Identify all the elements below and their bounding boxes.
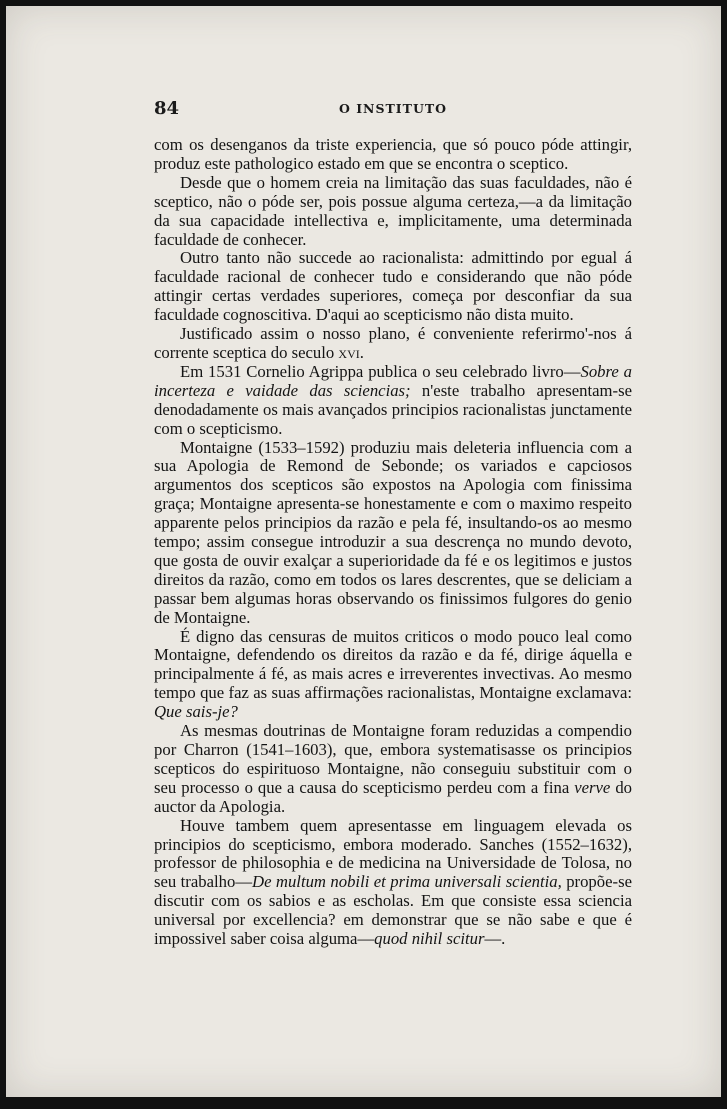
paragraph: [154, 439, 632, 628]
italic-text: verve: [574, 777, 611, 797]
italic-text: Sobre a incerteza e vaidade das sciencias;: [154, 361, 632, 400]
paragraph: [154, 722, 632, 817]
page-header: [154, 98, 632, 120]
text-run: com os desenganos da triste experiencia, que só pouco póde attingir, produz este pathologico estado em que se encontra o sceptico.: [154, 135, 632, 173]
running-title: O INSTITUTO: [338, 101, 448, 116]
text-run: .: [359, 342, 364, 362]
text-run: Justificado assim o nosso plano, é conveniente referirmo'-nos á corrente sceptica do seculo: [154, 324, 632, 362]
text-run: propõe-se discutir com os sabios e as escholas. Em que consiste essa sciencia universal por excellencia? em demonstrar que se não sabe e que é impossivel saber coisa alguma—: [154, 872, 632, 949]
page-number: 84: [154, 98, 180, 119]
text-run: —.: [484, 929, 506, 949]
book-page: [6, 6, 721, 1097]
text-run: É digno das censuras de muitos criticos o modo pouco leal como Montaigne, defendendo os direitos da razão e da fé, dirige áquella e principalmente á fé, as mais acres e irreverentes invectivas. Ao mesmo tempo que faz as suas affirmações racionalistas, Montaigne exclamava:: [154, 626, 632, 703]
paragraph: [154, 363, 632, 439]
smallcaps-text: xvi: [338, 342, 360, 362]
paragraph: [154, 249, 632, 325]
text-run: do auctor da Apologia.: [154, 777, 633, 816]
paragraph: [154, 136, 632, 174]
text-run: Em 1531 Cornelio Agrippa publica o seu celebrado livro—: [180, 361, 581, 381]
paragraph: [154, 325, 632, 363]
text-run: As mesmas doutrinas de Montaigne foram reduzidas a compendio por Charron (1541–1603), que, embora systematisasse os principios scepticos do espirituoso Montaigne, não conseguiu substituir com o seu processo o que a causa do scepticismo perdeu com a fina: [154, 721, 632, 797]
text-run: Outro tanto não succede ao racionalista: admittindo por egual á faculdade racional de conhecer tudo e considerando que não póde attingir certas verdades superiores, começa por desconfiar da sua faculdade cognoscitiva. D'aqui ao scepticismo não dista muito.: [154, 248, 632, 325]
italic-text: De multum nobili et prima universali scientia,: [252, 872, 562, 892]
paragraph: [154, 628, 632, 723]
paragraph: [154, 174, 632, 250]
italic-text: quod nihil scitur: [374, 929, 485, 949]
text-run: Desde que o homem creia na limitação das suas faculdades, não é sceptico, não o póde ser, pois possue alguma certeza,—a da limitação da sua capacidade intellectiva e, implicitamente, uma determinada faculdade de conhecer.: [154, 172, 632, 249]
text-run: n'este trabalho apresentam-se denodadamente os mais avançados principios racionalistas junctamente com o scepticismo.: [154, 380, 632, 438]
body-text: [154, 136, 632, 949]
italic-text: Que sais-je?: [154, 702, 238, 722]
text-run: Houve tambem quem apresentasse em linguagem elevada os principios do scepticismo, embora moderado. Sanches (1552–1632), professor de philosophia e de medicina na Universidade de Tolosa, no seu trabalho—: [154, 815, 632, 892]
paragraph: [154, 817, 632, 949]
text-run: Montaigne (1533–1592) produziu mais deleteria influencia com a sua Apologia de Remond de Sebonde; os variados e capciosos argumentos dos scepticos são expostos na Apologia com finissima graça; Montaigne apresenta-se honestamente e com o maximo respeito apparente pelos principios da razão e pela fé, insultando-os ao mesmo tempo; assim consegue introduzir a sua descrença no mundo devoto, que gosta de ouvir exalçar a superioridade da fé e os legitimos e justos direitos da razão, como em todos os lares descrentes, que se deliciam a passar bem algumas horas observando os finissimos fulgores do genio de Montaigne.: [154, 437, 632, 627]
